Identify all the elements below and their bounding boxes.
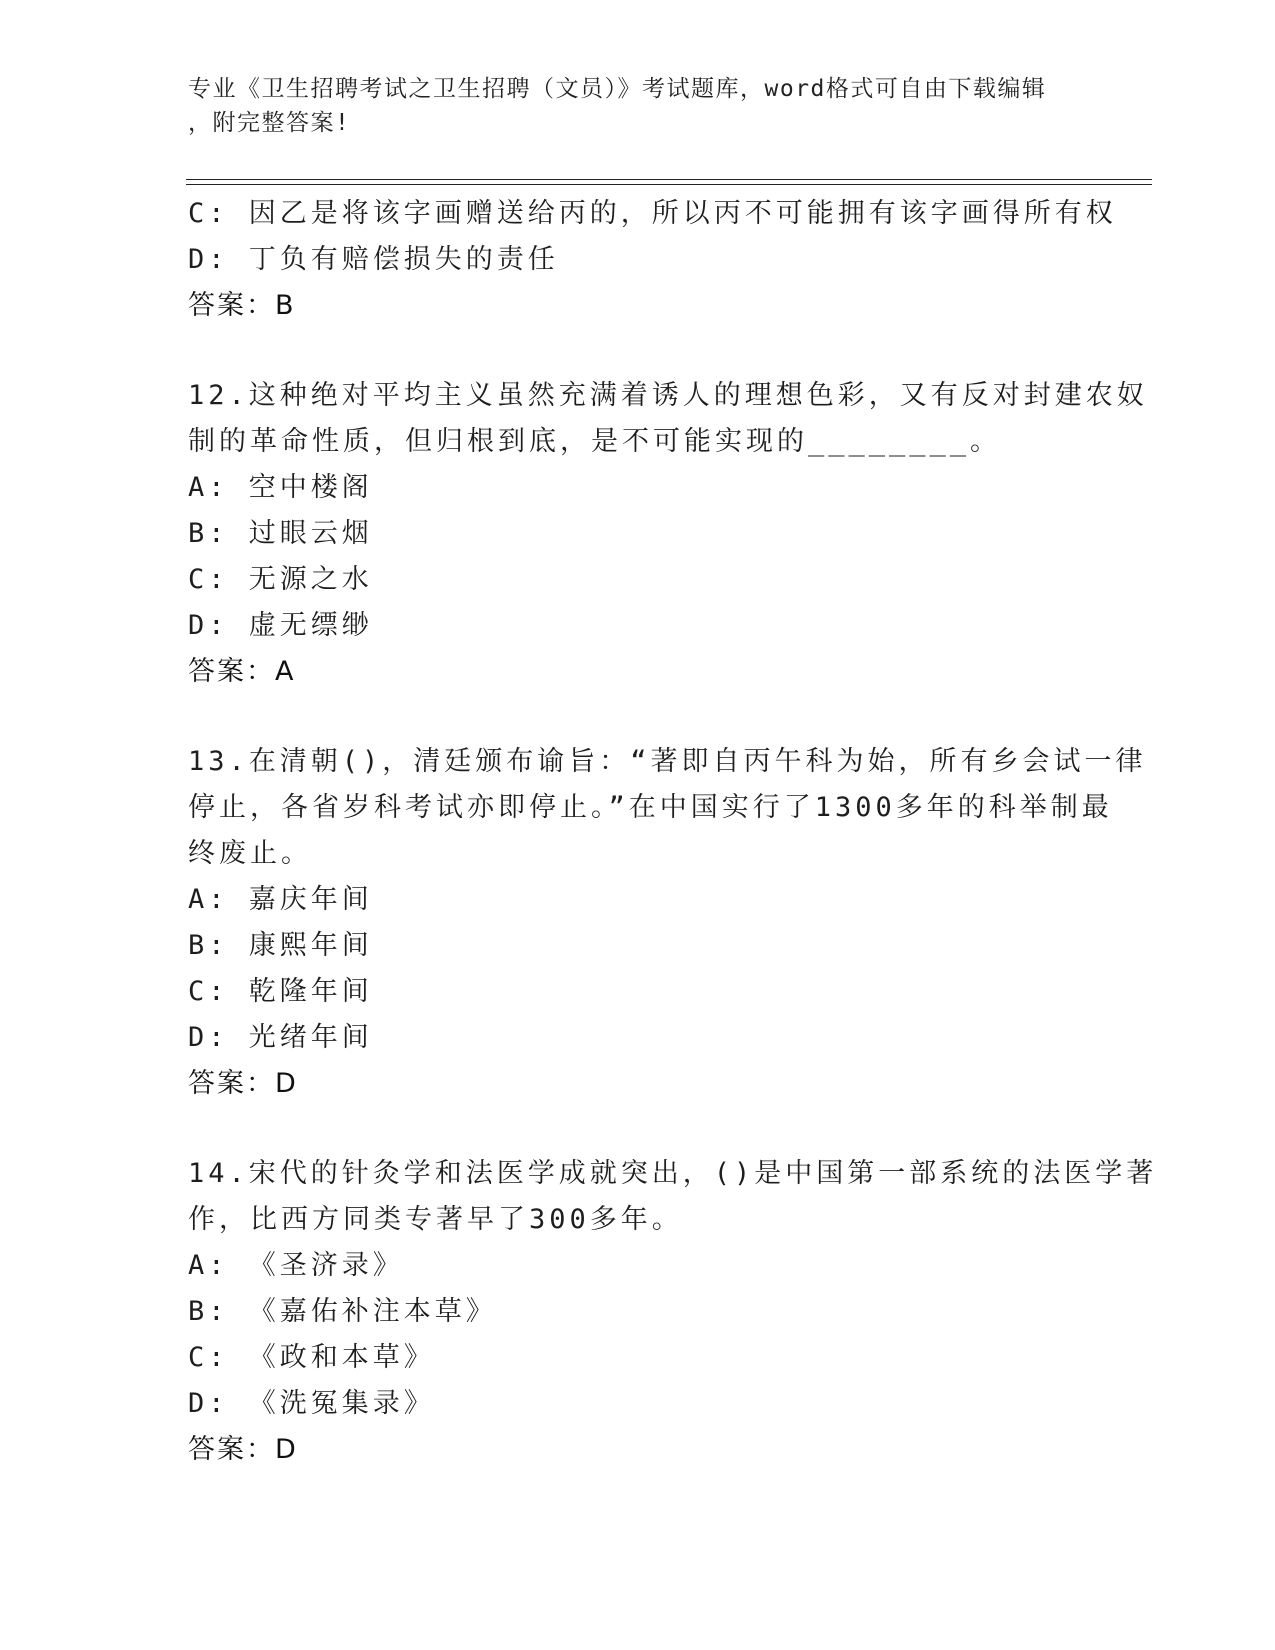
option-c: C: 《政和本草》: [188, 1342, 435, 1373]
option-d: D: 虚无缥缈: [188, 610, 373, 641]
carryover-question: [188, 191, 1117, 329]
question-text-line: 终废止。: [188, 838, 312, 869]
option-b: B: 过眼云烟: [188, 518, 373, 549]
header-title-line-2: ，附完整答案!: [188, 110, 351, 136]
option-d: D: 《洗冤集录》: [188, 1388, 435, 1419]
answer-line: 答案：D: [188, 1068, 298, 1099]
question-content: [188, 191, 1158, 1473]
answer-line: 答案：B: [188, 290, 296, 321]
option-b: B: 《嘉佑补注本草》: [188, 1296, 497, 1327]
question-text-line: 制的革命性质，但归根到底，是不可能实现的________。: [188, 426, 1002, 457]
question-14: [188, 1151, 1158, 1473]
question-text-line: 13.在清朝()，清廷颁布谕旨：“著即自丙午科为始，所有乡会试一律: [188, 746, 1147, 777]
option-a: A: 《圣济录》: [188, 1250, 404, 1281]
option-d: D: 光绪年间: [188, 1022, 373, 1053]
option-d: D: 丁负有赔偿损失的责任: [188, 244, 559, 275]
answer-line: 答案：D: [188, 1434, 298, 1465]
option-c: C: 无源之水: [188, 564, 373, 595]
option-a: A: 嘉庆年间: [188, 884, 373, 915]
document-header: [188, 72, 1068, 140]
header-divider-top: [186, 179, 1152, 180]
option-b: B: 康熙年间: [188, 930, 373, 961]
option-a: A: 空中楼阁: [188, 472, 373, 503]
question-text-line: 作，比西方同类专著早了300多年。: [188, 1204, 683, 1235]
header-divider-bottom: [186, 184, 1152, 185]
answer-line: 答案：A: [188, 656, 296, 687]
question-13: [188, 739, 1147, 1107]
question-text-line: 停止，各省岁科考试亦即停止。”在中国实行了1300多年的科举制最: [188, 792, 1113, 823]
option-c: C: 因乙是将该字画赠送给丙的，所以丙不可能拥有该字画得所有权: [188, 198, 1117, 229]
question-text-line: 14.宋代的针灸学和法医学成就突出，()是中国第一部系统的法医学著: [188, 1158, 1158, 1189]
option-c: C: 乾隆年间: [188, 976, 373, 1007]
question-12: [188, 373, 1148, 695]
question-text-line: 12.这种绝对平均主义虽然充满着诱人的理想色彩，又有反对封建农奴: [188, 380, 1148, 411]
header-title-line-1: 专业《卫生招聘考试之卫生招聘（文员）》考试题库，word格式可自由下载编辑: [188, 76, 1047, 102]
